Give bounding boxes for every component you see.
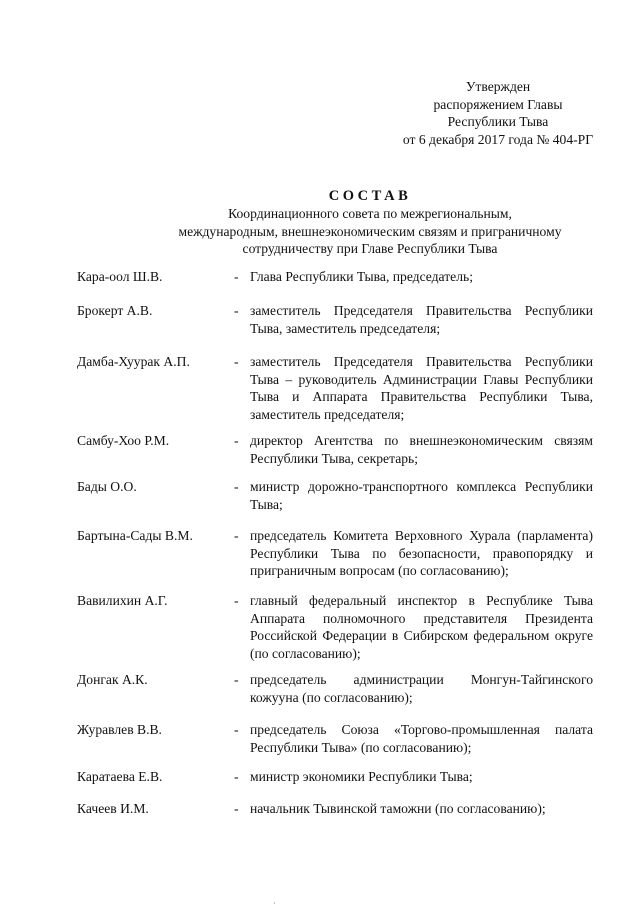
page-mark: · — [273, 899, 276, 908]
document-heading — [150, 187, 590, 258]
member-name: Журавлев В.В. — [77, 722, 162, 737]
document-subtitle-line: сотрудничеству при Главе Республики Тыва — [242, 241, 498, 256]
member-role: главный федеральный инспектор в Республике Тыва Аппарата полномочного представителя Президента Российской Федерации в Сибирском федеральном округе (по согласованию); — [250, 593, 593, 661]
member-role: директор Агентства по внешнеэкономическим связям Республики Тыва, секретарь; — [250, 433, 593, 466]
member-name: Дамба-Хуурак А.П. — [77, 354, 190, 369]
approval-line: Утвержден — [465, 79, 531, 94]
member-name: Качеев И.М. — [77, 801, 149, 816]
member-dash: - — [234, 479, 239, 494]
member-dash: - — [234, 593, 239, 608]
member-dash: - — [234, 303, 239, 318]
approval-block — [378, 78, 618, 148]
approval-line: Республики Тыва — [447, 114, 549, 129]
member-dash: - — [234, 354, 239, 369]
member-dash: - — [234, 433, 239, 448]
member-role: заместитель Председателя Правительства Республики Тыва, заместитель председателя; — [250, 303, 593, 336]
member-name: Бартына-Сады В.М. — [77, 528, 193, 543]
member-dash: - — [234, 528, 239, 543]
document-subtitle-line: международным, внешнеэкономическим связям и приграничному — [178, 223, 562, 239]
member-dash: - — [234, 672, 239, 687]
member-dash: - — [234, 769, 239, 784]
member-name: Вавилихин А.Г. — [77, 593, 168, 608]
member-name: Бады О.О. — [77, 479, 137, 494]
member-dash: - — [234, 269, 239, 284]
member-role: Глава Республики Тыва, председатель; — [250, 269, 473, 284]
document-subtitle-line: Координационного совета по межрегиональным, — [228, 206, 512, 221]
member-role: заместитель Председателя Правительства Республики Тыва – руководитель Администрации Главы Республики Тыва и Аппарата Правительства Республики Тыва, заместитель председателя; — [250, 354, 593, 422]
member-name: Донгак А.К. — [77, 672, 148, 687]
member-role: председатель Союза «Торгово-промышленная палата Республики Тыва» (по согласованию); — [250, 722, 593, 755]
member-role: председатель администрации Монгун-Тайгинского кожууна (по согласованию); — [250, 672, 593, 705]
member-name: Кара-оол Ш.В. — [77, 269, 163, 284]
member-role: председатель Комитета Верховного Хурала (парламента) Республики Тыва по безопасности, правопорядку и приграничным вопросам (по согласованию); — [250, 528, 593, 578]
member-role: министр дорожно-транспортного комплекса Республики Тыва; — [250, 479, 593, 512]
member-name: Самбу-Хоо Р.М. — [77, 433, 170, 448]
approval-line: от 6 декабря 2017 года № 404-РГ — [402, 131, 594, 147]
member-dash: - — [234, 801, 239, 816]
member-role: министр экономики Республики Тыва; — [250, 769, 473, 784]
member-dash: - — [234, 722, 239, 737]
member-role: начальник Тывинской таможни (по согласованию); — [250, 801, 546, 816]
approval-line: распоряжением Главы — [433, 96, 563, 112]
document-title: СОСТАВ — [328, 188, 412, 204]
member-name: Брокерт А.В. — [77, 303, 153, 318]
member-name: Каратаева Е.В. — [77, 769, 163, 784]
